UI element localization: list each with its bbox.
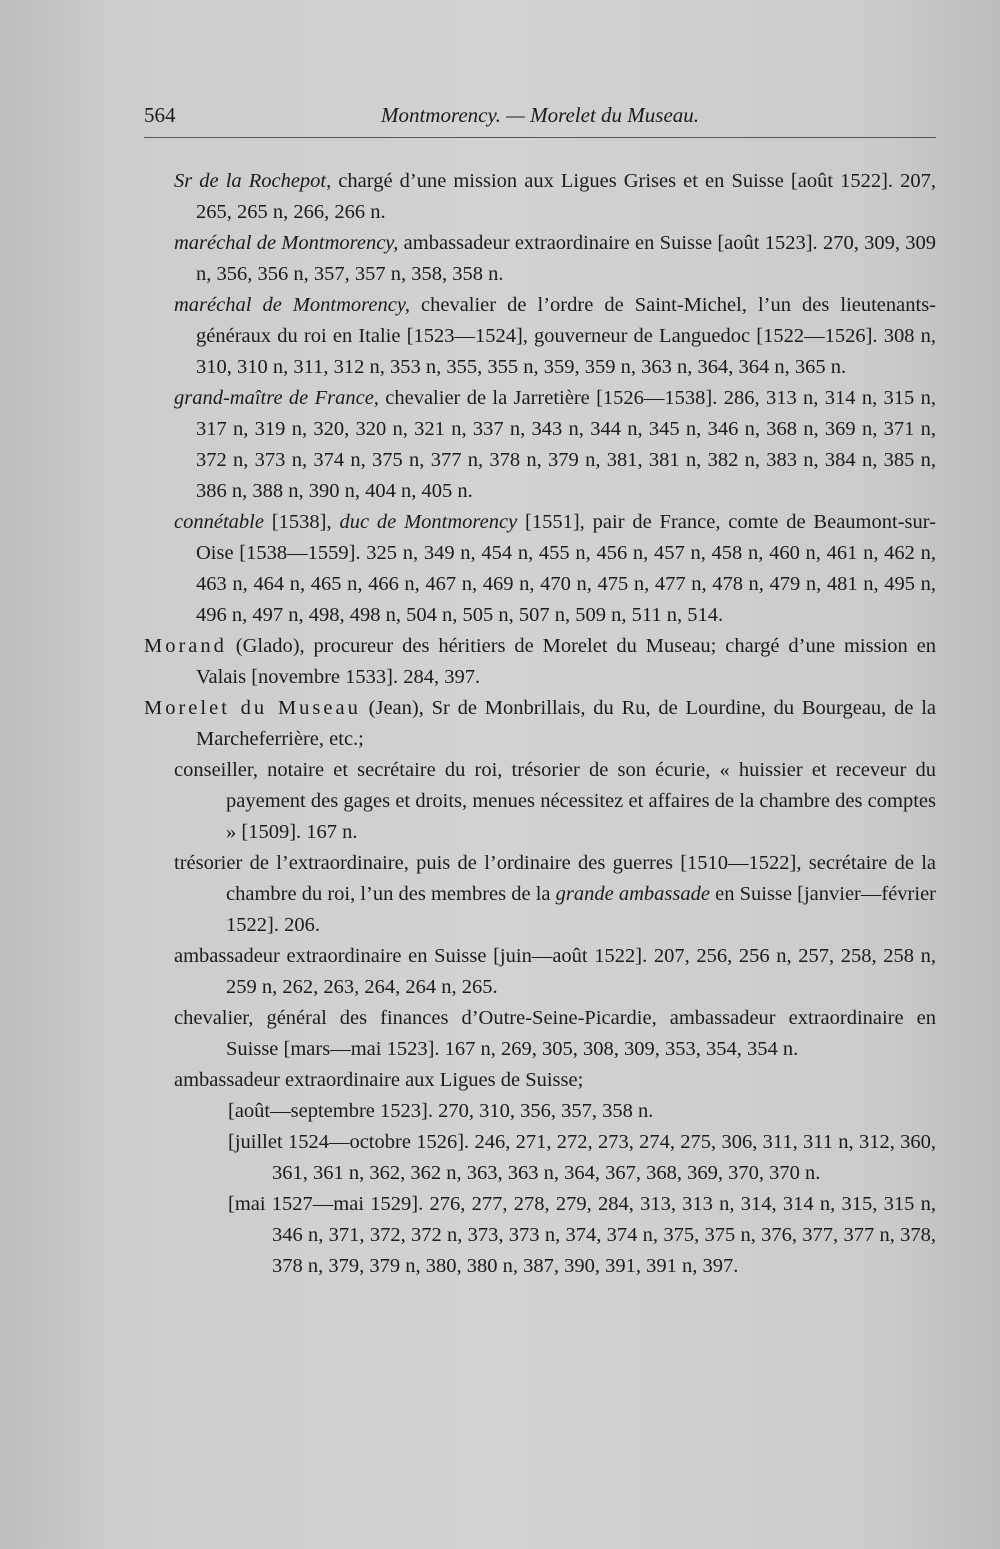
entry-text: ambassadeur extraordinaire en Suisse [août 1523]. — [398, 232, 823, 254]
entry-text: chevalier de l’ordre de Saint-Michel, l’un des lieutenants-généraux du roi en Italie [1523—1524], gouverneur de Languedoc [1522—1526]. — [196, 294, 937, 347]
subentry-1524-1526 — [144, 1127, 936, 1189]
entry-conseiller — [144, 755, 936, 848]
entry-refs: 265, 265 n, 266, 266 n. — [196, 201, 386, 223]
entry-text: ambassadeur extraordinaire aux Ligues de Suisse; — [174, 1069, 584, 1091]
entry-text: [1551], pair de France, comte de Beaumont-sur-Oise [1538—1559]. — [196, 511, 936, 564]
entry-refs: 246, 271, 272, 273, 274, 275, 306, 311, 311 n, 312, 360, 361, 361 n, 362, 362 n, 363, 363 n, 364, 367, 368, 369, 370, 370 n. — [272, 1131, 936, 1184]
entry-refs: 270, 310, 356, 357, 358 n. — [438, 1100, 654, 1122]
running-title: Montmorency. — Morelet du Museau. — [380, 103, 700, 127]
entry-grand-maitre — [144, 383, 936, 507]
entry-refs: 308 n, 310, 310 n, 311, 312 n, 353 n, 355, 355 n, 359, 359 n, 363 n, 364, 364 n, 365 n. — [196, 325, 936, 378]
entry-refs: 270, 309, 309 n, 356, 356 n, 357, 357 n, 358, 358 n. — [196, 232, 937, 285]
entry-ambassadeur-ligues — [144, 1065, 936, 1096]
headword-text: (Jean), Sr de Monbrillais, du Ru, de Lourdine, du Bourgeau, de la Marcheferrière, etc.; — [196, 697, 936, 750]
entry-lead: grand-maître de France, — [174, 387, 379, 409]
entry-refs: 325 n, 349 n, 454 n, 455 n, 456 n, 457 n, 458 n, 460 n, 461 n, 462 n, 463 n, 464 n, 465 n, 466 n, 467 n, 469 n, 470 n, 475 n, 477 n, 478 n, 479 n, 481 n, 495 n, 496 n, 497 n, 498, 498 n, 504 n, 505 n, 507 n, 509 n, 511 n, 514. — [196, 542, 937, 626]
subentry-1527-1529 — [144, 1189, 936, 1282]
entry-connetable — [144, 507, 936, 631]
entry-text: chargé d’une mission aux Ligues Grises et en Suisse [août 1522]. 207, — [331, 170, 936, 192]
index-content — [144, 166, 936, 1282]
entry-text: [1538], — [263, 511, 340, 533]
entry-lead-duc: duc de Montmorency — [339, 511, 518, 533]
headword-morelet — [144, 693, 936, 755]
headword-morand — [144, 631, 936, 693]
entry-text: [mai 1527—mai 1529]. — [228, 1193, 430, 1215]
entry-refs: 286, 313 n, 314 n, 315 n, 317 n, 319 n, 320, 320 n, 321 n, 337 n, 343 n, 344 n, 345 n, 346 n, 368 n, 369 n, 371 n, 372 n, 373 n, 374 n, 375 n, 377 n, 378 n, 379 n, 381, 381 n, 382 n, 383 n, 384 n, 385 n, 386 n, 388 n, 390 n, 404 n, 405 n. — [196, 387, 937, 502]
entry-lead: Sr de la Rochepot, — [174, 170, 332, 192]
entry-lead: connétable — [174, 511, 264, 533]
entry-marechal-ambassadeur — [144, 228, 936, 290]
page-header — [144, 103, 936, 138]
entry-text: [août—septembre 1523]. — [228, 1100, 439, 1122]
subentry-1523 — [144, 1096, 936, 1127]
entry-refs: 276, 277, 278, 279, 284, 313, 313 n, 314, 314 n, 315, 315 n, 346 n, 371, 372, 372 n, 373, 373 n, 374, 374 n, 375, 375 n, 376, 377, 377 n, 378, 378 n, 379, 379 n, 380, 380 n, 387, 390, 391, 391 n, 397. — [272, 1193, 936, 1277]
page-number: 564 — [144, 103, 176, 127]
entry-text: chevalier de la Jarretière [1526—1538]. — [378, 387, 724, 409]
entry-lead: maréchal de Montmorency, — [174, 294, 410, 316]
entry-ambassadeur-1522 — [144, 941, 936, 1003]
entry-text: en Suisse [janvier—février 1522]. 206. — [226, 883, 936, 936]
entry-refs: 207, 256, 256 n, 257, 258, 258 n, 259 n, 262, 263, 264, 264 n, 265. — [226, 945, 937, 998]
entry-marechal-chevalier — [144, 290, 936, 383]
entry-tresorier — [144, 848, 936, 941]
entry-text: [juillet 1524—octobre 1526]. — [228, 1131, 475, 1153]
entry-refs: 167 n, 269, 305, 308, 309, 353, 354, 354 n. — [444, 1038, 799, 1060]
entry-italic: grande ambassade — [555, 883, 710, 905]
entry-text: trésorier de l’extraordinaire, puis de l’ordinaire des guerres [1510—1522], secrétaire de la chambre du roi, l’un des membres de la — [174, 852, 936, 905]
headword-name: Morand — [144, 635, 227, 657]
headword-text: (Glado), procureur des héritiers de Morelet du Museau; chargé d’une mission en Valais [novembre 1533]. 284, 397. — [196, 635, 936, 688]
entry-rochepot — [144, 166, 936, 228]
headword-name: Morelet du Museau — [144, 697, 361, 719]
entry-chevalier-general — [144, 1003, 936, 1065]
entry-lead: maréchal de Montmorency, — [174, 232, 399, 254]
entry-text: chevalier, général des finances d’Outre-Seine-Picardie, ambassadeur extraordinaire en Suisse [mars—mai 1523]. — [174, 1007, 936, 1060]
entry-text: ambassadeur extraordinaire en Suisse [juin—août 1522]. — [174, 945, 654, 967]
entry-text: conseiller, notaire et secrétaire du roi, trésorier de son écurie, « huissier et receveur du payement des gages et droits, menues nécessitez et affaires de la chambre des comptes » [1509]. 167 n. — [174, 759, 936, 843]
